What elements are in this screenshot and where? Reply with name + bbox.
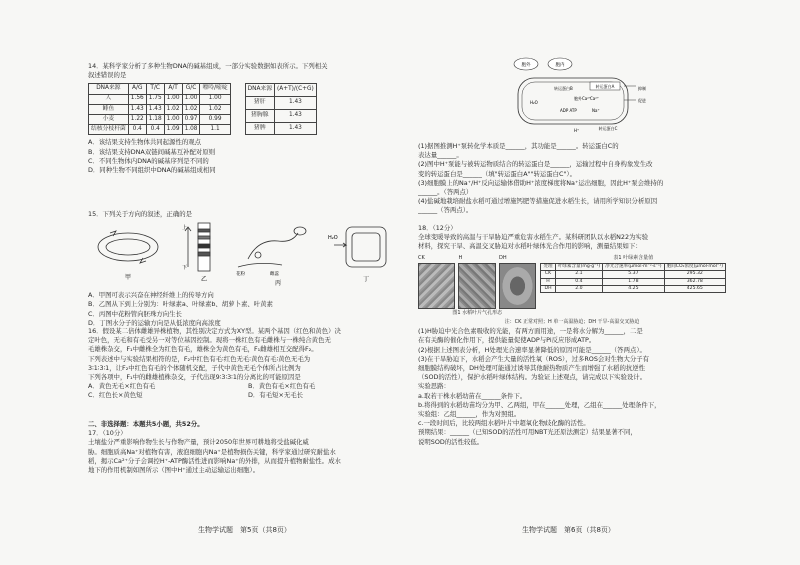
figure-label-yi: 乙 [200, 276, 208, 284]
q14-option-b: B．该结果支持DNA双链间碱基互补配对原则 [88, 147, 216, 156]
q17-subquestions [418, 142, 726, 216]
table-cell: 1.00 [182, 94, 200, 104]
question-18 [418, 224, 726, 447]
q18-line: 预期结果：______（已知SOD的活性可用NBT光还原法测定）结果显著不同， [418, 428, 637, 437]
table-row [541, 286, 726, 293]
q14-option-a: A．该结果支持生物体共同起源性的观点 [88, 138, 202, 147]
table-cell: 5.37 [603, 271, 664, 278]
figure-bing-pistil: 雌蕊 [270, 272, 279, 278]
diagram-transporter-c: 转运蛋白C [598, 126, 618, 131]
table-cell: 1.43 [146, 104, 164, 114]
q18-line: 材料，探究干旱、高温交叉胁迫对水稻叶绿体光合作用的影响，测量结果如下： [418, 242, 642, 251]
q14-option-c: C．不同生物体内DNA的碱基序列是不同的 [88, 156, 209, 165]
q18-micrographs [418, 254, 536, 318]
q18-line: a.取若干株水稻幼苗在______条件下。 [418, 391, 527, 400]
q17-transport-diagram [504, 56, 664, 140]
table-cell: 295.32 [664, 271, 725, 278]
table-cell: CK [541, 271, 555, 278]
table-header-cell: DNA来源 [89, 84, 129, 94]
table-header-cell: 净光合速率(μmol·m⁻²·s⁻¹) [603, 263, 664, 270]
table-cell: 鲱鱼 [89, 104, 129, 114]
page-6 [418, 0, 726, 565]
micrograph-h [458, 254, 495, 309]
q17-part-line: 变的转运蛋白是______（填"转运蛋白A""转运蛋白C"）。 [418, 169, 576, 178]
footer-page-5: 生物学试题 第5页（共8页） [198, 526, 291, 534]
q18-line: 说明SOD的活性较低。 [418, 437, 484, 446]
table-cell: 1.08 [182, 125, 200, 135]
q15-option-c: C．丙图中花粉管向胚珠方向生长 [88, 309, 182, 318]
q16-line: 下列表述中与实验结果相符的是，F₂中红色有毛∶红色无毛∶黄色有毛∶黄色无毛为 [88, 354, 311, 363]
table-row [89, 104, 231, 114]
q17-line: 稻，揭示Ca²⁺分子会调控H⁺-ATP酶活性进而影响Na⁺的外排，从而提升植物耐盐性。成水 [88, 456, 341, 465]
q18-line: b.将得到的水稻幼苗均分为甲、乙两组，甲在______处理，乙组在______处理条件下， [418, 400, 661, 409]
table-cell: 结核分枝杆菌 [89, 125, 129, 135]
table-cell: 362.78 [664, 278, 725, 285]
table-header-cell: T/C [146, 84, 164, 94]
figure-label-bing: 丙 [274, 280, 282, 288]
figure-ding-water: H₂O [328, 235, 338, 242]
table-row [89, 125, 231, 135]
diagram-h-ion: H⁺ [574, 128, 580, 133]
table-header-cell: A/T [164, 84, 182, 94]
table-cell: 猪胸腺 [245, 109, 274, 122]
diagram-adp-atp: ADP ATP [560, 108, 577, 113]
table-header-row [541, 263, 726, 270]
table-header-cell: 嘌呤/嘧啶 [200, 84, 230, 94]
q15-figures [88, 219, 406, 291]
table-row [541, 271, 726, 278]
table-cell: 2.1 [555, 271, 603, 278]
table-cell: H [541, 278, 555, 285]
table-cell: 0.4 [128, 125, 146, 135]
table-cell: 1.43 [275, 122, 317, 135]
q14-stem-line2: 叙述错误的是 [88, 71, 127, 80]
q15-option-b: B．乙图从下到上分别为：叶绿素a、叶绿素b、胡萝卜素、叶黄素 [88, 300, 273, 309]
table-header-cell: A/G [128, 84, 146, 94]
figure-jia [98, 231, 158, 263]
table-cell: 猪肝 [245, 97, 274, 110]
table-cell: 1.1 [200, 125, 230, 135]
section-2 [88, 420, 406, 475]
q18-table [540, 263, 726, 294]
q16-line: 定叶色，无毛和有毛受另一对等位基因控制。现将一株红色有毛雌株与一株纯合黄色无 [88, 336, 331, 345]
q16-line: 毛雄株杂交，F₁中雌株全为红色有毛，雄株全为黄色有毛，F₁雌雄相互交配得F₂。 [88, 345, 318, 354]
question-15 [88, 210, 406, 328]
page-5 [88, 0, 406, 565]
diagram-transporter-a: 转运蛋白A [595, 84, 615, 89]
q17-part-line: (2)图中H⁺泵能与被转运物质结合的转运蛋白是______，运输过程中自身构象发生改 [418, 160, 653, 169]
table-cell: DH [541, 286, 555, 293]
q18-legend: 注：CK 正常对照；H 单一高温胁迫；DH 干旱-高温交叉胁迫 [504, 319, 640, 326]
q15-stem: 15．下列关于方向的叙述，正确的是 [88, 210, 192, 218]
table-row [245, 97, 316, 110]
diagram-label-outside: 胞外 [521, 63, 531, 68]
q18-table-title: 表1 叶绿素含量值 [613, 254, 654, 261]
figure-bing-pollen: 花粉 [236, 272, 245, 278]
table-cell: 1.78 [603, 278, 664, 285]
table-cell: 0.4 [146, 125, 164, 135]
table-header-cell: (A+T)/(C+G) [275, 84, 317, 97]
diagram-inhibit: 抑制 [638, 86, 646, 91]
q16-line: 下列各项中，F₁中的雌雄植株杂交，子代出现9∶3∶3∶1的分离比的可能原因是 [88, 373, 301, 382]
table-cell: 1.18 [146, 114, 164, 124]
q15-option-d: D．丁图水分子的运输方向是从低浓度向高浓度 [88, 318, 221, 327]
q17-line: 17．（10分） [88, 429, 127, 438]
table-header-cell: 处理 [541, 263, 555, 270]
table-header-row [245, 84, 316, 97]
q14-table-b [245, 83, 317, 135]
diagram-ca-outside: 胞外Ca²⁺ [574, 96, 591, 101]
table-header-cell: 叶绿素含量(mg·g⁻¹) [555, 263, 603, 270]
figure-label-jia: 甲 [124, 274, 132, 282]
table-header-cell: G/C [182, 84, 200, 94]
table-cell: 小麦 [89, 114, 129, 124]
table-cell: 1.22 [128, 114, 146, 124]
micrograph-ck [418, 254, 455, 309]
q18-line: (3)在干旱胁迫下，水稻会产生大量的活性氧（ROS），过多ROS会对生物大分子有 [418, 354, 650, 363]
micrograph-dh [499, 254, 536, 309]
q18-line: 细胞膜结构破坏，DH处理可能通过诱导其他耐热物质产生而增强了水稻的抗逆性 [418, 364, 646, 373]
q18-line: 18．（12分） [418, 224, 457, 232]
table-cell: 人 [89, 94, 129, 104]
q18-table-block [540, 254, 726, 318]
table-cell: 1.02 [182, 104, 200, 114]
table-cell: 4.25 [603, 286, 664, 293]
table-cell: 0.99 [200, 114, 230, 124]
table-cell: 1.09 [164, 125, 182, 135]
q18-figure-caption: 图1 水稻叶片气孔形态 [452, 309, 503, 316]
q17-part-line: (3)细胞膜上的Na⁺/H⁺反向运输体借助H⁺浓度梯度将Na⁺运出细胞，因此H⁺泵会维持的 [418, 178, 664, 187]
table-cell: 1.00 [200, 94, 230, 104]
figure-yi-down: 下 [182, 265, 188, 272]
q14-table-a [88, 83, 231, 135]
footer-page-6: 生物学试题 第6页（共8页） [522, 526, 615, 534]
question-16 [88, 327, 406, 401]
q16-line: 3∶1∶3∶1，让F₂中红色有毛的个体随机交配，子代中黄色无毛个体所占比例为 [88, 363, 301, 372]
table-cell: 1.43 [275, 97, 317, 110]
figure-label-ding: 丁 [362, 276, 370, 284]
q14-option-d: D．同种生物不同组织中DNA的碱基组成相同 [88, 166, 216, 175]
table-header-cell: DNA来源 [245, 84, 274, 97]
q18-line: (1)H胁迫中光合色素吸收的光能，有两方面用途，一是将水分解为______，二是 [418, 327, 643, 336]
figure-yi-up: 上 [182, 225, 188, 232]
q16-option-c: C．红色长×黄色短 [88, 391, 143, 400]
table-cell: 1.02 [200, 104, 230, 114]
q17-line: 胁。细胞质高Na⁺对植物有害，液泡细胞内Na⁺是植物损伤关键，科学家通过研究耐盐水 [88, 447, 336, 456]
q18-line: 实验组：乙组______，作为对照组。 [418, 410, 521, 419]
figure-yi [185, 223, 210, 271]
q18-line: 在有关酶的催化作用下，提供能量促使ADP与Pi反应形成ATP。 [418, 336, 596, 345]
q18-line: c.一段时间后，比较两组水稻叶片中超氧化物歧化酶的活性。 [418, 419, 590, 428]
micrograph-h-label: H [458, 254, 463, 261]
section-2-heading: 二、非选择题：本题共5小题，共52分。 [88, 420, 204, 428]
table-cell: 猪脾 [245, 122, 274, 135]
table-cell: 0.97 [182, 114, 200, 124]
question-14 [88, 62, 406, 175]
table-cell: 1.00 [164, 94, 182, 104]
q17-line: 土壤盐分严重影响作物生长与作物产量，预计2050年世界可耕地将受盐碱化威 [88, 438, 309, 447]
q17-part-line: ______（答两点）。 [418, 206, 473, 215]
q15-option-a: A．甲图可表示兴奋在神经纤维上的传导方向 [88, 291, 214, 300]
q17-line: 地下的作用机制如图所示（图中H⁺通过主动运输运出细胞）。 [88, 466, 260, 475]
diagram-h2o: H₂O [530, 100, 538, 105]
table-cell: 1.43 [128, 104, 146, 114]
q16-line: 16．假设某二倍体雌雄异株植物，其性别决定方式为XY型。某两个基因（红色和黄色）决 [88, 327, 341, 335]
table-row [89, 114, 231, 124]
micrograph-dh-label: DH [498, 254, 507, 261]
table-cell: 0.4 [555, 278, 603, 285]
q17-part-line: (1)据图推测H⁺泵转化学本质是______，其功能是______。转运蛋白C的 [418, 142, 619, 150]
q16-option-b: B．黄色有毛×红色有毛 [248, 382, 316, 391]
q14-stem-line1: 14．某科学家分析了多种生物DNA的碱基组成，一部分实验数据如表所示。下列相关 [88, 62, 328, 70]
table-cell: 1.75 [146, 94, 164, 104]
q17-part-line: 表达量______。 [418, 151, 463, 160]
q18-line: 全球变暖导致的高温与干旱胁迫严重危害水稻生产。某科研团队以水稻N22为实验 [418, 233, 649, 242]
figure-bing [238, 227, 306, 267]
q16-option-d: D．有毛短×无毛长 [248, 391, 304, 400]
table-header-cell: 胞间CO₂浓度(μmol·mol⁻¹) [664, 263, 725, 270]
diagram-ca: Ca²⁺ [590, 96, 599, 101]
q17-part-line: ______。（答两点） [418, 188, 473, 197]
table-cell: 1.02 [164, 104, 182, 114]
table-cell: 1.56 [128, 94, 146, 104]
q18-line: 实验思路： [418, 382, 450, 391]
diagram-na: Na⁺ [592, 108, 600, 113]
diagram-transporter-b: 转运蛋白B [554, 86, 573, 91]
micrograph-ck-label: CK [418, 254, 425, 261]
table-cell: 2.0 [555, 286, 603, 293]
table-cell: 425.65 [664, 286, 725, 293]
figure-ding [334, 227, 386, 267]
table-header-row [89, 84, 231, 94]
diagram-promote: 促进 [638, 98, 646, 103]
table-cell: 1.00 [164, 114, 182, 124]
q18-line: (2)根据上述图表分析，H处理光合速率显著降低的原因可能是______（答两点）。 [418, 345, 646, 354]
table-cell: 1.43 [275, 109, 317, 122]
table-row [89, 94, 231, 104]
q18-line: （SOD的活性），保护水稻叶绿体结构。为验证上述观点，请完成以下实验设计。 [418, 373, 647, 382]
table-row [245, 122, 316, 135]
diagram-label-inside: 胞内 [555, 63, 565, 68]
table-row [541, 278, 726, 285]
q16-option-a: A．黄色无毛×红色有毛 [88, 382, 156, 391]
table-row [245, 109, 316, 122]
q17-part-line: (4)盐碱地栽培耐盐水稻可通过增施钙肥等措施促进水稻生长，请用所学知识分析原因 [418, 197, 658, 206]
